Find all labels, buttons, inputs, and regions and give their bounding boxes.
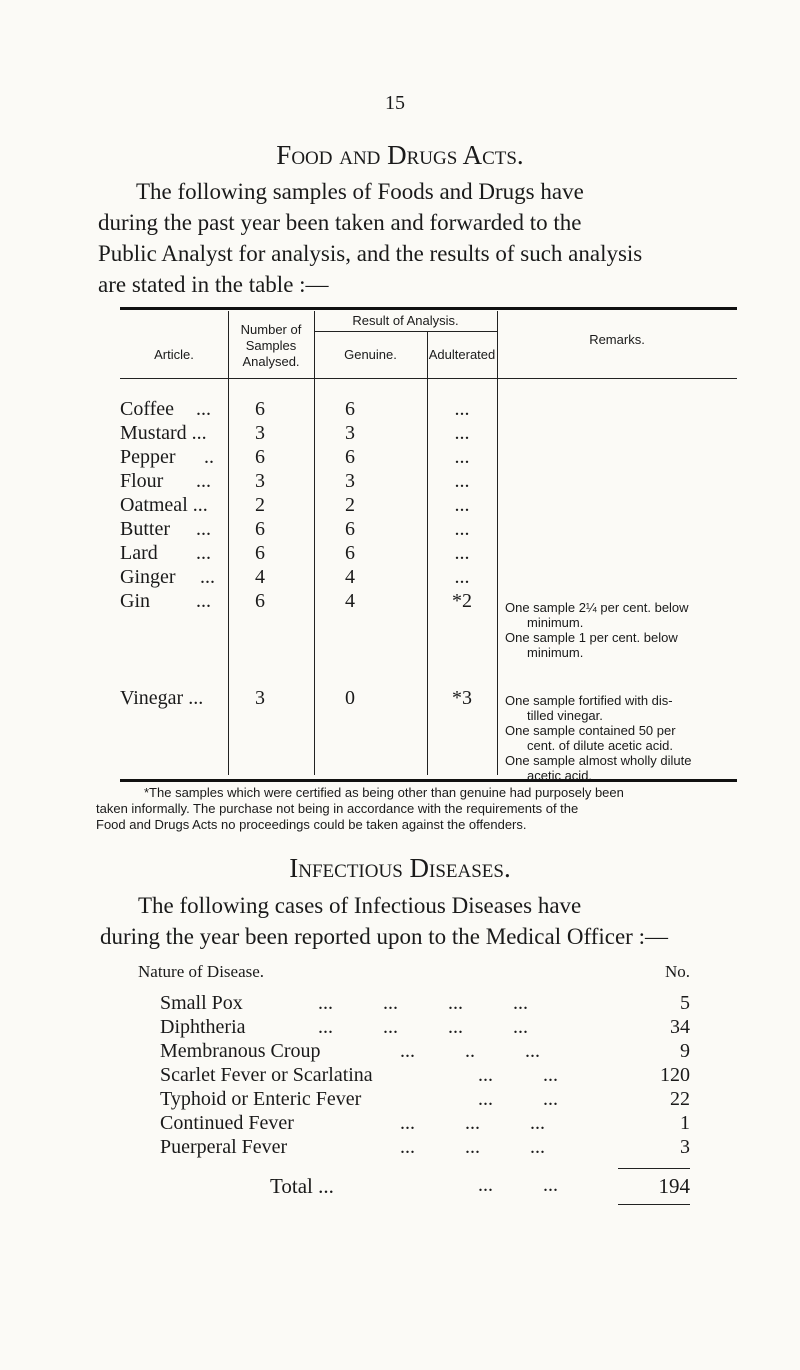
cell-remarks bbox=[505, 693, 737, 783]
cell-article: Flour bbox=[120, 470, 164, 492]
food-intro-line: The following samples of Foods and Drugs have bbox=[136, 179, 584, 204]
cell-adulterated: ... bbox=[454, 422, 470, 444]
cell-number: 2 bbox=[255, 494, 265, 516]
disease-count: 9 bbox=[680, 1040, 690, 1062]
cell-number: 3 bbox=[255, 422, 265, 444]
cell-adulterated: ... bbox=[454, 566, 470, 588]
header-number bbox=[228, 322, 314, 370]
cell-article: Butter bbox=[120, 518, 170, 540]
list-item bbox=[138, 1064, 690, 1088]
cell-number: 3 bbox=[255, 470, 265, 492]
disease-name: Scarlet Fever or Scarlatina bbox=[160, 1064, 373, 1086]
dot-leader: ... ... ... bbox=[400, 1136, 545, 1158]
cell-dots: ... bbox=[196, 542, 211, 564]
dot-leader: ... ... ... ... bbox=[318, 992, 528, 1014]
infectious-intro-line: The following cases of Infectious Diseases have bbox=[138, 893, 582, 918]
page-number: 15 bbox=[385, 92, 405, 114]
dot-leader: ... ... ... bbox=[400, 1112, 545, 1134]
total-count: 194 bbox=[658, 1174, 690, 1198]
cell-dots: ... bbox=[196, 398, 211, 420]
remark-line: One sample fortified with dis- bbox=[505, 693, 673, 708]
cell-dots: ... bbox=[200, 566, 215, 588]
header-number-line: Samples bbox=[245, 338, 297, 353]
cell-adulterated: ... bbox=[454, 494, 470, 516]
infectious-intro-line: during the year been reported upon to the Medical Officer :— bbox=[100, 924, 668, 949]
cell-dots: ... bbox=[196, 470, 211, 492]
list-item bbox=[138, 1112, 690, 1136]
list-item bbox=[138, 1088, 690, 1112]
food-drugs-heading: Food and Drugs Acts. bbox=[276, 140, 524, 170]
food-intro bbox=[98, 176, 642, 300]
table-top-rule bbox=[120, 307, 737, 310]
cell-dots: ... bbox=[196, 518, 211, 540]
header-article: Article. bbox=[154, 347, 194, 362]
food-intro-line: are stated in the table :— bbox=[98, 272, 329, 297]
disease-name: Puerperal Fever bbox=[160, 1136, 288, 1158]
remark-line: cent. of dilute acetic acid. bbox=[527, 738, 673, 753]
footnote-line: *The samples which were certified as being other than genuine had purposely been bbox=[144, 785, 624, 800]
cell-genuine: 2 bbox=[345, 494, 355, 516]
total-rule-bottom bbox=[618, 1204, 690, 1205]
cell-genuine: 0 bbox=[345, 687, 355, 709]
disease-name: Membranous Croup bbox=[160, 1040, 321, 1062]
table-footnote bbox=[96, 785, 746, 833]
cell-adulterated: *2 bbox=[452, 590, 472, 612]
remark-line: One sample contained 50 per bbox=[505, 723, 676, 738]
header-genuine: Genuine. bbox=[344, 347, 397, 362]
disease-name: Diphtheria bbox=[160, 1016, 246, 1038]
col-no-label: No. bbox=[664, 962, 690, 981]
cell-adulterated: ... bbox=[454, 398, 470, 420]
cell-number: 6 bbox=[255, 590, 265, 612]
cell-genuine: 6 bbox=[345, 446, 355, 468]
disease-count: 34 bbox=[670, 1016, 690, 1038]
cell-adulterated: ... bbox=[454, 518, 470, 540]
cell-adulterated: *3 bbox=[452, 687, 472, 709]
cell-number: 6 bbox=[255, 398, 265, 420]
header-number-line: Number of bbox=[240, 322, 302, 337]
cell-genuine: 6 bbox=[345, 518, 355, 540]
dot-leader: ... ... bbox=[478, 1088, 558, 1110]
cell-article: Mustard ... bbox=[120, 422, 207, 444]
list-item bbox=[138, 992, 690, 1016]
footnote-line: Food and Drugs Acts no proceedings could be taken against the offenders. bbox=[96, 817, 527, 832]
footnote-line: taken informally. The purchase not being in accordance with the requirements of the bbox=[96, 801, 579, 816]
remark-line: acetic acid. bbox=[527, 768, 593, 783]
cell-number: 6 bbox=[255, 518, 265, 540]
dot-leader: ... ... bbox=[478, 1064, 558, 1086]
disease-count: 3 bbox=[680, 1136, 690, 1158]
col-divider bbox=[314, 311, 315, 775]
cell-number: 4 bbox=[255, 566, 265, 588]
list-item bbox=[138, 1040, 690, 1064]
cell-article: Gin bbox=[120, 590, 150, 612]
col-divider bbox=[497, 311, 498, 775]
header-number-line: Analysed. bbox=[242, 354, 300, 369]
result-subheader-rule bbox=[314, 331, 497, 332]
cell-genuine: 4 bbox=[345, 590, 355, 612]
remark-line: One sample 2¼ per cent. below bbox=[505, 600, 689, 615]
disease-name: Small Pox bbox=[160, 992, 243, 1014]
header-remarks: Remarks. bbox=[589, 332, 645, 347]
disease-count: 120 bbox=[660, 1064, 690, 1086]
remark-line: One sample almost wholly dilute bbox=[505, 753, 692, 768]
dot-leader: ... .. ... bbox=[400, 1040, 540, 1062]
col-divider bbox=[228, 311, 229, 775]
cell-number: 6 bbox=[255, 542, 265, 564]
cell-article: Pepper bbox=[120, 446, 176, 468]
cell-adulterated: ... bbox=[454, 470, 470, 492]
cell-genuine: 3 bbox=[345, 422, 355, 444]
cell-genuine: 4 bbox=[345, 566, 355, 588]
disease-list bbox=[138, 962, 690, 1362]
disease-name: Continued Fever bbox=[160, 1112, 294, 1134]
remark-line: One sample 1 per cent. below bbox=[505, 630, 678, 645]
cell-genuine: 6 bbox=[345, 398, 355, 420]
cell-article: Ginger bbox=[120, 566, 176, 588]
disease-count: 5 bbox=[680, 992, 690, 1014]
cell-genuine: 3 bbox=[345, 470, 355, 492]
disease-name: Typhoid or Enteric Fever bbox=[160, 1088, 362, 1110]
food-intro-line: Public Analyst for analysis, and the results of such analysis bbox=[98, 241, 643, 266]
total-row bbox=[138, 1174, 690, 1202]
cell-genuine: 6 bbox=[345, 542, 355, 564]
cell-article: Oatmeal ... bbox=[120, 494, 208, 516]
cell-adulterated: ... bbox=[454, 446, 470, 468]
disease-count: 1 bbox=[680, 1112, 690, 1134]
list-item bbox=[138, 1136, 690, 1160]
header-bottom-rule bbox=[120, 378, 737, 379]
header-result: Result of Analysis. bbox=[352, 313, 459, 328]
list-item bbox=[138, 1016, 690, 1040]
cell-number: 3 bbox=[255, 687, 265, 709]
cell-article: Coffee bbox=[120, 398, 175, 420]
col-nature-label: Nature of Disease. bbox=[138, 962, 265, 981]
cell-article: Lard bbox=[120, 542, 158, 564]
cell-remarks bbox=[505, 600, 737, 660]
cell-dots: .. bbox=[204, 446, 214, 468]
col-divider bbox=[427, 331, 428, 775]
cell-number: 6 bbox=[255, 446, 265, 468]
infectious-intro bbox=[100, 890, 668, 952]
dot-leader: ... ... bbox=[478, 1174, 558, 1196]
cell-dots: ... bbox=[196, 590, 211, 612]
total-label: Total ... bbox=[270, 1174, 334, 1198]
remark-line: minimum. bbox=[527, 645, 584, 660]
dot-leader: ... ... ... ... bbox=[318, 1016, 528, 1038]
remark-line: tilled vinegar. bbox=[527, 708, 603, 723]
remark-line: minimum. bbox=[527, 615, 584, 630]
cell-adulterated: ... bbox=[454, 542, 470, 564]
food-intro-line: during the past year been taken and forwarded to the bbox=[98, 210, 582, 235]
total-rule-top bbox=[618, 1168, 690, 1169]
header-adulterated: Adulterated bbox=[428, 347, 496, 362]
infectious-diseases-heading: Infectious Diseases. bbox=[289, 853, 511, 883]
disease-count: 22 bbox=[670, 1088, 690, 1110]
cell-article: Vinegar ... bbox=[120, 687, 204, 709]
